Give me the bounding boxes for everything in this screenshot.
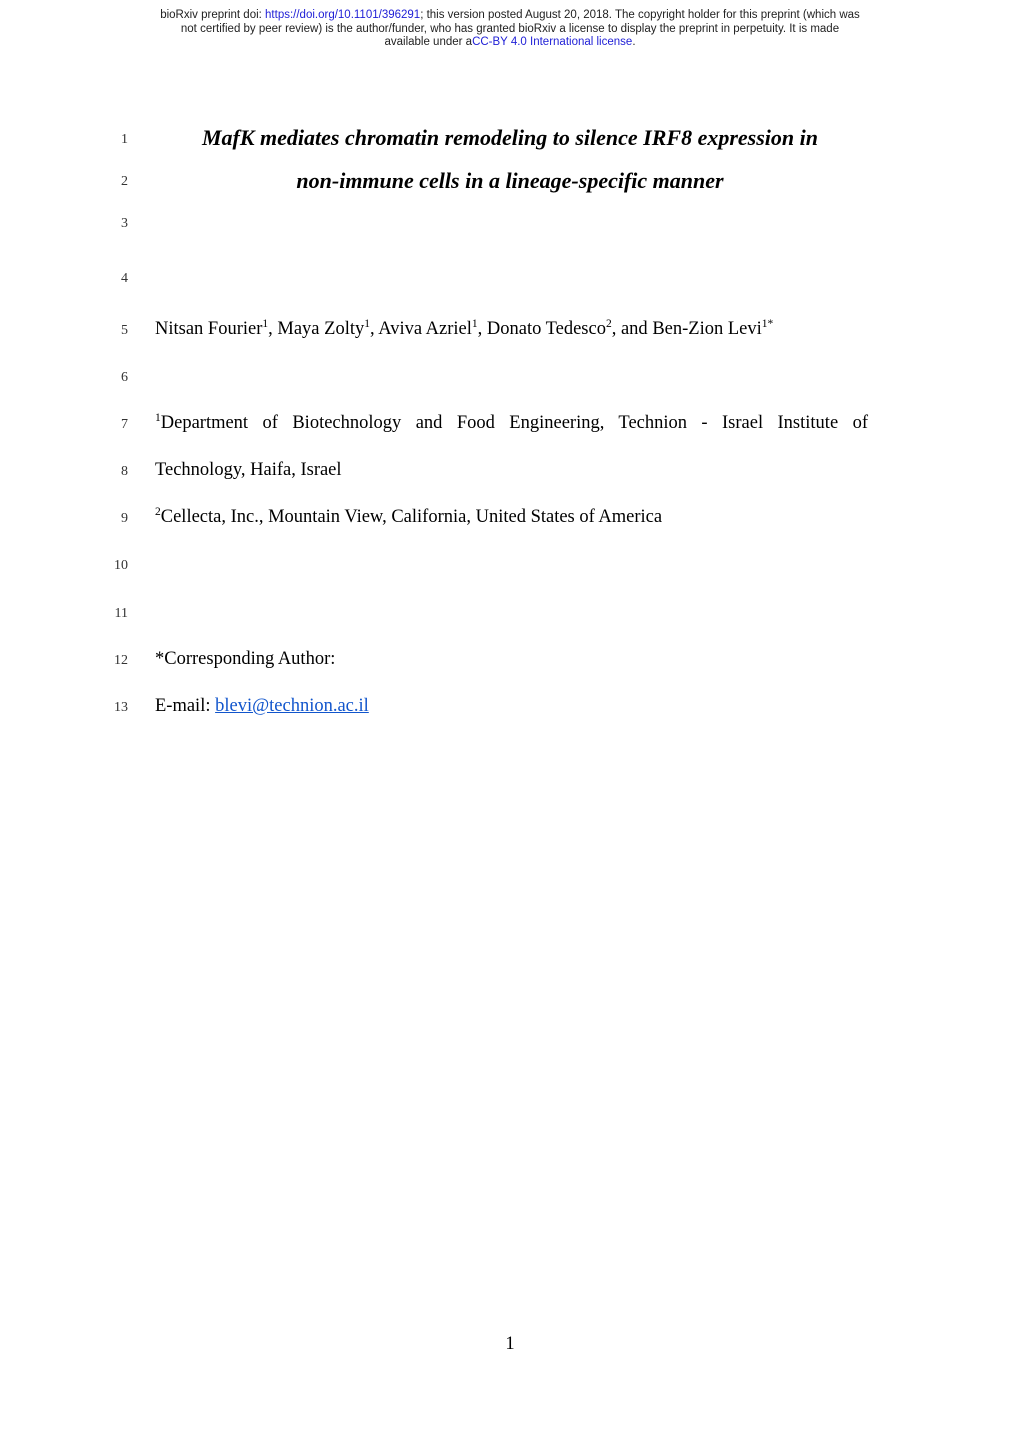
line-number: 6 [121, 370, 128, 385]
email-link[interactable]: blevi@technion.ac.il [215, 696, 369, 716]
line-number: 11 [114, 606, 128, 621]
line-number: 12 [114, 653, 128, 668]
author-affiliation-mark: 1 [471, 317, 478, 330]
header-line-3: available under aCC-BY 4.0 International license. [384, 36, 636, 48]
author-affiliation-mark: 1* [761, 317, 774, 330]
affiliation-mark: 2 [155, 505, 161, 518]
line-number: 13 [114, 700, 128, 715]
author-affiliation-mark: 1 [262, 317, 269, 330]
line-number: 4 [121, 271, 128, 286]
corresponding-email: E-mail: blevi@technion.ac.il [155, 696, 369, 716]
corresponding-author-label: *Corresponding Author: [155, 649, 336, 669]
paper-title-line-2: non-immune cells in a lineage-specific manner [296, 168, 724, 193]
affiliation-2: $^2$Cellecta, Inc., Mountain View, California, United States of America [155, 505, 663, 527]
header-line-2: not certified by peer review) is the author/funder, who has granted bioRxiv a license to display the preprint in perpetuity. It is made [180, 22, 840, 35]
author-affiliation-mark: 1 [364, 317, 370, 330]
line-number: 7 [121, 417, 128, 432]
paper-title-line-1: MafK mediates chromatin remodeling to silence IRF8 expression in [201, 125, 819, 150]
affiliation-1-line-1: $^1$Department of Biotechnology and Food Engineering, Technion - Israel Institute of [155, 411, 868, 433]
author-name: Aviva Azriel [378, 319, 472, 339]
author-name: Nitsan Fourier [155, 319, 263, 339]
line-number: 3 [121, 216, 128, 231]
page-number: 1 [505, 1334, 515, 1354]
author-name: Donato Tedesco [486, 319, 606, 339]
line-number: 1 [121, 132, 128, 147]
line-number: 9 [121, 511, 128, 526]
preprint-header [0, 9, 1020, 50]
affiliation-mark: 1 [155, 411, 161, 424]
author-name: Maya Zolty [277, 319, 365, 339]
line-number: 2 [121, 174, 128, 189]
author-name: Ben-Zion Levi [652, 319, 762, 339]
doi-link[interactable]: https://doi.org/10.1101/396291 [265, 9, 421, 21]
license-link[interactable]: CC-BY 4.0 International license [472, 36, 633, 48]
author-affiliation-mark: 2 [605, 317, 612, 330]
author-list: Nitsan Fourier$^1$, Maya Zolty$^1$, Aviva Azriel$^1$, Donato Tedesco$^2$, and Ben-Zion Levi$^{1*}$ [155, 317, 774, 339]
line-number: 8 [121, 464, 128, 479]
line-number: 10 [114, 558, 128, 573]
line-number: 5 [121, 323, 128, 338]
header-line-1: bioRxiv preprint doi: https://doi.org/10.1101/396291; this version posted August 20, 2018. The copyright holder for this preprint (which was [160, 9, 860, 21]
affiliation-1-line-2: Technology, Haifa, Israel [155, 460, 342, 480]
